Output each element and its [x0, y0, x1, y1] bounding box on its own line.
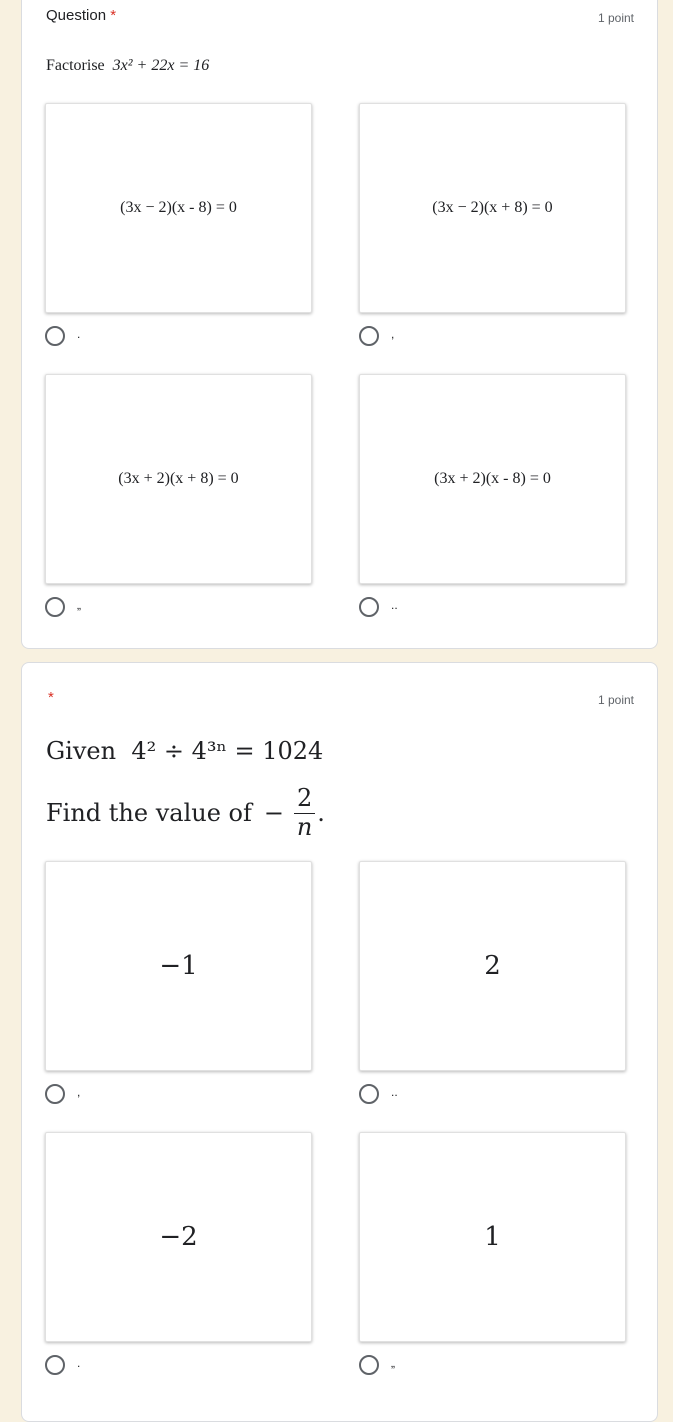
- find-line: [46, 785, 325, 841]
- question-prompt: [46, 57, 209, 75]
- option-image-c[interactable]: [45, 1132, 312, 1342]
- option-math: −2: [159, 1222, 198, 1252]
- radio-option-b[interactable]: [359, 326, 379, 346]
- radio-option-d[interactable]: [359, 1355, 379, 1375]
- option-math: 2: [484, 951, 501, 981]
- required-asterisk: *: [110, 7, 117, 24]
- option-label: ..: [391, 1085, 398, 1099]
- minus-sign: −: [263, 799, 284, 828]
- fraction-numerator: 2: [294, 785, 315, 814]
- question-label: Question: [46, 7, 107, 24]
- required-asterisk: *: [48, 689, 54, 706]
- option-math: −1: [159, 951, 198, 981]
- question-card-2: [21, 662, 658, 1422]
- fraction-denominator: n: [296, 812, 313, 841]
- given-line: [46, 737, 323, 765]
- option-image-a[interactable]: [45, 103, 312, 313]
- option-math: (3x − 2)(x - 8) = 0: [120, 199, 237, 216]
- option-image-d[interactable]: [359, 1132, 626, 1342]
- option-image-a[interactable]: [45, 861, 312, 1071]
- radio-option-c[interactable]: [45, 597, 65, 617]
- radio-option-b[interactable]: [359, 1084, 379, 1104]
- option-math: 1: [484, 1222, 501, 1252]
- fraction: [294, 785, 315, 841]
- radio-option-d[interactable]: [359, 597, 379, 617]
- option-label: „: [77, 598, 81, 612]
- option-label: .: [77, 327, 81, 341]
- option-image-c[interactable]: [45, 374, 312, 584]
- given-word: Given: [46, 737, 117, 765]
- option-image-b[interactable]: [359, 103, 626, 313]
- option-image-b[interactable]: [359, 861, 626, 1071]
- option-label: ..: [391, 598, 398, 612]
- period: .: [317, 799, 325, 828]
- question-card-1: [21, 0, 658, 649]
- points-label: 1 point: [597, 693, 634, 707]
- radio-option-a[interactable]: [45, 1084, 65, 1104]
- prompt-equation: 3x² + 22x = 16: [112, 57, 210, 74]
- prompt-word: Factorise: [46, 57, 105, 74]
- option-label: .: [77, 1356, 81, 1370]
- option-math: (3x + 2)(x - 8) = 0: [434, 470, 551, 487]
- radio-option-c[interactable]: [45, 1355, 65, 1375]
- question-title: [48, 689, 54, 706]
- option-image-d[interactable]: [359, 374, 626, 584]
- given-equation: 4² ÷ 4³ⁿ = 1024: [131, 737, 324, 765]
- option-math: (3x − 2)(x + 8) = 0: [432, 199, 553, 216]
- option-label: ,: [391, 327, 395, 341]
- option-label: ,: [77, 1085, 81, 1099]
- find-text: Find the value of: [46, 799, 252, 828]
- question-title: [46, 7, 116, 24]
- option-math: (3x + 2)(x + 8) = 0: [118, 470, 239, 487]
- option-label: „: [391, 1356, 395, 1370]
- radio-option-a[interactable]: [45, 326, 65, 346]
- points-label: 1 point: [597, 11, 634, 25]
